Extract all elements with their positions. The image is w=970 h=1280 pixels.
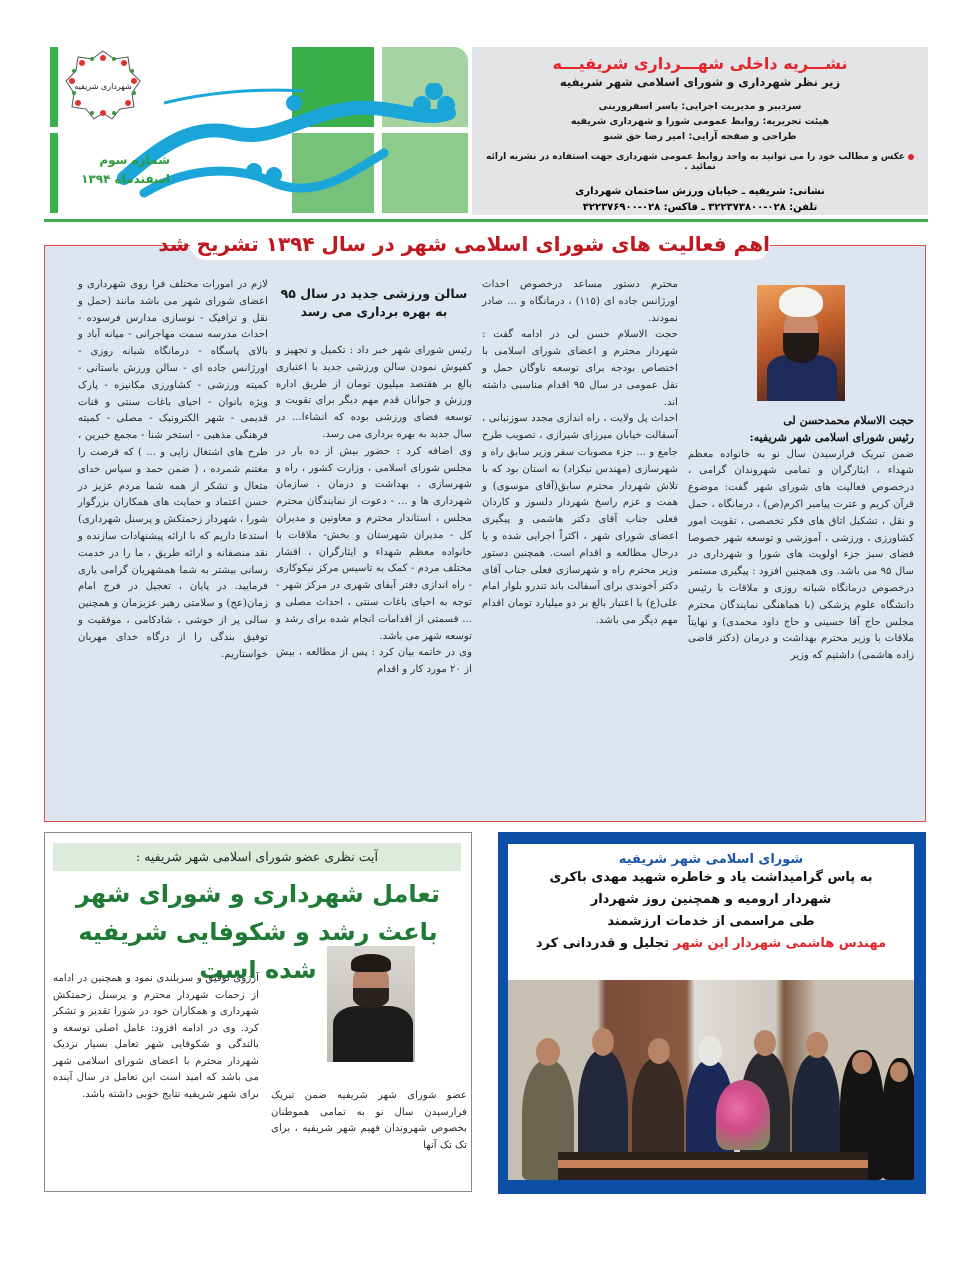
- svg-text:شهرداری شریفیه: شهرداری شریفیه: [74, 82, 132, 91]
- article-text: ضمن تبریک فرارسیدن سال نو به خانواده معظم شهداء ، ایثارگران و تمامی شهروندان گرامی ، درخصوص فعالیت های شورای شهر گفت: موضوع قرآن کریم و عترت پیامبر اکرم(ص) ، درمانگاه ، حمل و نقل ، تشکیل اتاق های فکر تخصصی ، تقویت امور کشاورزی ، ورزشی ، آموزشی و توسعه شهر خصوصا فضای سبز جزء اولویت های شورا و شهرداری در سال ۹۵ می باشد. وی همچنین افزود : پیگیری مستمر درخصوص درمانگاه شبانه روزی و ملاقات با رئیس دانشگاه علوم پزشکی (با هماهنگی نمایندگان محترم مجلس حاج آقا حسینی و حاج داود محمدی) و نهایتاً ملاقات با وزیر محترم بهداشت و درمان (دکتر قاضی زاده هاشمی) داشتیم که وزیر: [688, 448, 914, 662]
- issue-number: شماره سوم: [99, 153, 170, 167]
- contact-info: [472, 184, 928, 216]
- main-headline-box: [158, 228, 770, 260]
- article-column-1: [688, 285, 914, 665]
- flower-bouquet: [716, 1080, 770, 1150]
- article-body: آرزوی توفیق و سربلندی نمود و همچنین در ادامه از زحمات شهردار محترم و پرسنل زحمتکش شهرداری و همکاران خود در شورا تقدیر و تشکر کرد. وی در ادامه افزود: عامل اصلی توسعه و بالندگی و شکوفایی شهر تعامل بسیار نزدیک شهردار محترم با اعضای شورای اسلامی شهر می باشد که امید است این تعامل در سال آینده برای شهر شریفیه نتایج خوبی داشته باشد.: [53, 973, 259, 1100]
- article-paragraph: وی در خاتمه بیان کرد : پس از مطالعه ، بیش از ۲۰ مورد کار و اقدام: [276, 647, 472, 676]
- main-headline: اهم فعالیت های شورای اسلامی شهر در سال ۱۳۹۴ تشریح شد: [158, 232, 770, 256]
- article-paragraph: وی اضافه کرد : حضور بیش از ده بار در مجلس شورای اسلامی ، وزارت کشور ، راه و شهرسازی ، بهداشت و درمان ، سازمان شهرداری ها و ... - دعوت از نمایندگان محترم مجلس ، استاندار محترم و معاونین و مدیران کل - مدیران شهرستان و بخش- ملاقات با خانواده معظم شهداء و ایثارگران ، اقشار مختلف مردم - کمک به تاسیس مرکز نیکوکاری - راه اندازی دفتر آبفای شهری در مرکز شهر - توجه به احیای باغات سنتی ، احداث مصلی و ... قسمتی از اقدامات انجام شده برای رشد و توسعه شهر می باشد.: [276, 445, 472, 642]
- council-chairman-photo: [757, 285, 845, 401]
- article-column-3: [276, 277, 472, 679]
- mayor-honoring-article: [498, 832, 926, 1194]
- bullet-icon: [908, 154, 914, 160]
- council-member-article: [44, 832, 472, 1192]
- announcement-box: [508, 844, 914, 980]
- article-column-2: [482, 277, 678, 630]
- council-member-photo: [327, 946, 415, 1062]
- address: نشانی: شریفیه ـ خیابان ورزش ساختمان شهرداری: [575, 186, 825, 197]
- speaker-role: رئیس شورای اسلامی شهر شریفیه:: [749, 430, 914, 444]
- sub-headline: سالن ورزشی جدید در سال ۹۵ به بهره برداری می رسد: [280, 286, 468, 319]
- design-credit: طراحی و صفحه آرایی: امیر رضا حق شنو: [603, 131, 797, 142]
- article-paragraph: رئیس شورای شهر خبر داد : تکمیل و تجهیز و کفپوش نمودن سالن ورزشی جدید با اعتباری بالغ بر هفتصد میلیون تومان از طریق اداره ورزش و جوانان قدم مهم دیگر برای تقویت و توسعه فضای ورزشی بوده که انشاءا... در سال جدید به بهره برداری می رسد.: [276, 345, 472, 440]
- group-ceremony-photo: [508, 980, 914, 1180]
- masthead: [44, 47, 928, 217]
- publication-subtitle: زیر نظر شهرداری و شورای اسلامی شهر شریفیه: [559, 75, 841, 89]
- decorative-bar: [50, 133, 58, 213]
- article-column-4: [78, 277, 268, 663]
- announcement-line: شهردار ارومیه و همچنین روز شهردار: [590, 892, 832, 907]
- announcement-line: طی مراسمی از خدمات ارزشمند: [607, 914, 815, 929]
- phone-fax: تلفن: ۰۲۸-۳۲۲۳۷۳۸۰۰ ـ فاکس: ۰۲۸-۳۲۲۳۷۶۹۰۰: [582, 202, 818, 213]
- submission-note: عکس و مطالب خود را می توانید به واحد روابط عمومی شهرداری جهت استفاده در نشریه ارائه نمائید .: [472, 152, 928, 172]
- logo-area: [44, 47, 468, 215]
- editor-credit: سردبیر و مدیریت اجرایی: یاسر اسفرورینی: [598, 101, 802, 112]
- photo-caption-text: عضو شورای شهر شریفیه ضمن تبریک فرارسیدن سال نو به تمامی هموطنان بخصوص شهروندان فهیم شهر شریفیه ، برای تک تک آنها: [271, 1090, 467, 1151]
- publication-title: نشـــریه داخلی شهـــرداری شریفیـــه: [552, 54, 848, 73]
- article-paragraph: محترم دستور مساعد درخصوص احداث اورژانس جاده ای (۱۱۵) ، درمانگاه و ... صادر نمودند.: [482, 279, 678, 324]
- issue-date: اسفندماه ۱۳۹۴: [81, 172, 170, 186]
- issue-info: [60, 151, 170, 189]
- article-paragraph: لازم در امورات مختلف فرا روی شهرداری و اعضای شورای شهر می باشد مانند (حمل و نقل و ترافیک - نوسازی مدارس فرسوده - احداث مدرسه سمت مهاجرانی - میانه آباد و بالای پاسگاه - درمانگاه شبانه روزی - اورژانس جاده ای - سالن ورزش باستانی - کمیته ورزشی - کشاورزی مکانیزه - پارک ویژه بانوان - احیای باغات سنتی و قنات قدیمی - شهر الکترونیک - مصلی - کمیته فرهنگی مذهبی - استخر شنا - مجمع خیرین ، طرح های اشتغال زایی و ... ) که فرصت را مغتنم شمرده ، ( ضمن حمد و سپاس خدای متعال و تشکر از همه شما مردم عزیز در حسن اعتماد و حمایت های همکاران بزرگوار شورا ، شهردار زحمتکش و پرسنل شهرداری) استدعا داریم که با ارائه پیشنهادات سازنده و نقد منصفانه و ارائه طریق ، ما را در خدمت رسانی بیشتر به شما همشهریان گرامی یاری فرمایید. در پایان ، تعجیل در فرج امام زمان(عج) و سلامتی رهبر عزیزمان و همچنین سالی پر از خوشی ، شادکامی ، موفقیت و توفیق بندگی را از درگاه خدای مهربان خواستاریم.: [78, 279, 268, 660]
- announcement-title: شورای اسلامی شهر شریفیه: [618, 852, 804, 867]
- board-credit: هیئت تحریریه: روابط عمومی شورا و شهرداری شریفیه: [570, 116, 830, 127]
- publication-info-box: [472, 47, 928, 215]
- highlighted-name: مهندس هاشمی شهردار این شهر: [673, 936, 887, 951]
- article-headline: تعامل شهرداری و شورای شهر باعث رشد و شکوفایی شریفیه شده است: [76, 880, 440, 984]
- decorative-bar: [50, 47, 58, 127]
- article-kicker: آیت نظری عضو شورای اسلامی شهر شریفیه :: [53, 843, 461, 871]
- divider: [44, 219, 928, 222]
- speaker-name: حجت الاسلام محمدحسن لی: [783, 414, 914, 427]
- announcement-line: به پاس گرامیداشت یاد و خاطره شهید مهدی باکری: [549, 870, 873, 885]
- credits: [472, 99, 928, 144]
- announcement-line: مهندس هاشمی شهردار این شهر تجلیل و قدردانی کرد: [535, 936, 887, 951]
- article-paragraph: حجت الاسلام حسن لی در ادامه گفت : شهردار محترم و اعضای شورای اسلامی با اختصاص بودجه برای توسعه ناوگان حمل و نقل عمومی در سال ۹۵ اقدام مناسبی داشته اند.: [482, 329, 678, 408]
- article-paragraph: احداث پل ولایت ، راه اندازی مجدد سوزنبانی ، آسفالت خیابان میرزای شیرازی ، تصویب طرح جامع و ... جزء مصوبات سفر وزیر سابق راه و شهرسازی (مهندس نیکزاد) به استان بود که با تلاش شهردار محترم سابق(آقای موسوی) و همت و عزم راسخ شهردار دلسوز و کاردان فعلی جناب آقای دکتر هاشمی و پیگیری اعضای شورای شهر ، اکثراً اجرایی شده و یا درحال مطالعه و اقدام است. همچنین دستور وزیر محترم راه و شهرسازی فعلی جناب آقای دکتر آخوندی برای آسفالت باند تندرو بلوار امام علی(ع) با اعتبار بالغ بر دو میلیارد تومان اقدام مهم دیگر می باشد.: [482, 413, 678, 626]
